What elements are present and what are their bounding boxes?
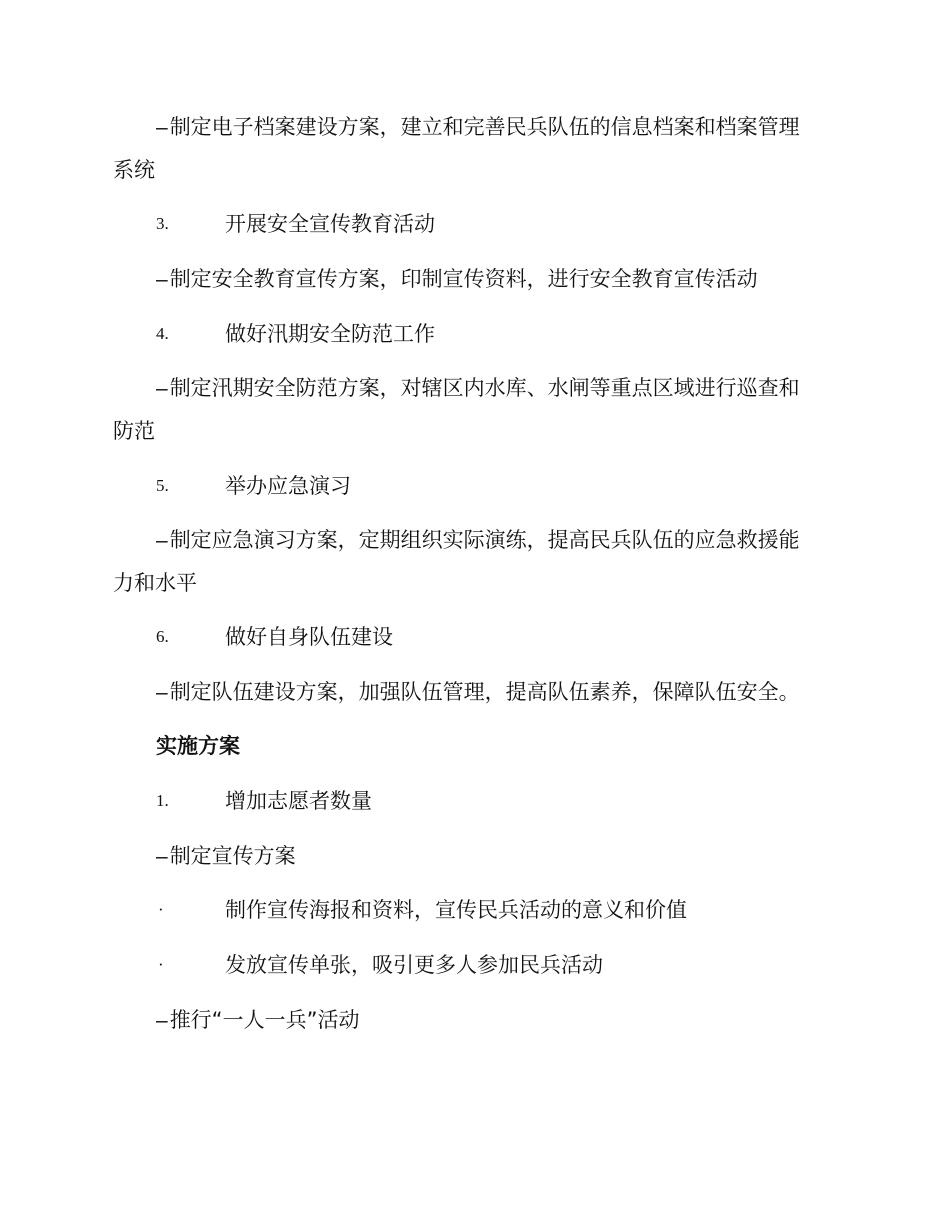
list-item-text: 做好自身队伍建设 — [225, 625, 393, 649]
list-number: 6. — [156, 627, 169, 646]
list-item-text: 开展安全宣传教育活动 — [225, 212, 435, 236]
paragraph-team-building — [156, 677, 800, 708]
paragraph-text: 推行“一人一兵”活动 — [169, 1008, 360, 1032]
dash-mark: – — [156, 529, 168, 552]
section-heading: 实施方案 — [156, 734, 240, 758]
dash-mark: – — [156, 377, 168, 400]
paragraph-electronic-archive — [156, 112, 800, 143]
dash-mark: – — [156, 1009, 168, 1032]
paragraph-text: 制定队伍建设方案，加强队伍管理，提高队伍素养，保障队伍安全。 — [169, 680, 800, 704]
paragraph-one-person-one-soldier — [156, 1005, 359, 1036]
bullet-text: 发放宣传单张，吸引更多人参加民兵活动 — [225, 953, 603, 977]
paragraph-text: 制定应急演习方案，定期组织实际演练，提高民兵队伍的应急救援能 — [169, 528, 800, 552]
list-item-text: 做好汛期安全防范工作 — [225, 322, 435, 346]
list-number: 3. — [156, 214, 169, 233]
bullet-mark: · — [158, 955, 164, 974]
list-number: 5. — [156, 476, 169, 495]
paragraph-continuation: 防范 — [113, 419, 155, 443]
dash-mark: – — [156, 268, 168, 291]
bullet-mark: · — [158, 900, 164, 919]
list-item-text: 增加志愿者数量 — [225, 789, 372, 813]
paragraph-continuation: 力和水平 — [113, 571, 197, 595]
paragraph-flood-safety — [156, 373, 800, 404]
list-number: 4. — [156, 324, 169, 343]
paragraph-text: 制定电子档案建设方案，建立和完善民兵队伍的信息档案和档案管理 — [169, 115, 800, 139]
dash-mark: – — [156, 116, 168, 139]
list-item-text: 举办应急演习 — [225, 474, 351, 498]
paragraph-text: 制定汛期安全防范方案，对辖区内水库、水闸等重点区域进行巡查和 — [169, 376, 800, 400]
paragraph-emergency-drill — [156, 525, 800, 556]
paragraph-text: 制定安全教育宣传方案，印制宣传资料，进行安全教育宣传活动 — [169, 267, 758, 291]
dash-mark: – — [156, 845, 168, 868]
dash-mark: – — [156, 681, 168, 704]
paragraph-text: 制定宣传方案 — [169, 844, 296, 868]
list-number: 1. — [156, 791, 169, 810]
bullet-text: 制作宣传海报和资料，宣传民兵活动的意义和价值 — [225, 898, 687, 922]
paragraph-publicity-plan — [156, 841, 296, 872]
paragraph-continuation: 系统 — [113, 158, 155, 182]
paragraph-safety-education — [156, 264, 758, 295]
